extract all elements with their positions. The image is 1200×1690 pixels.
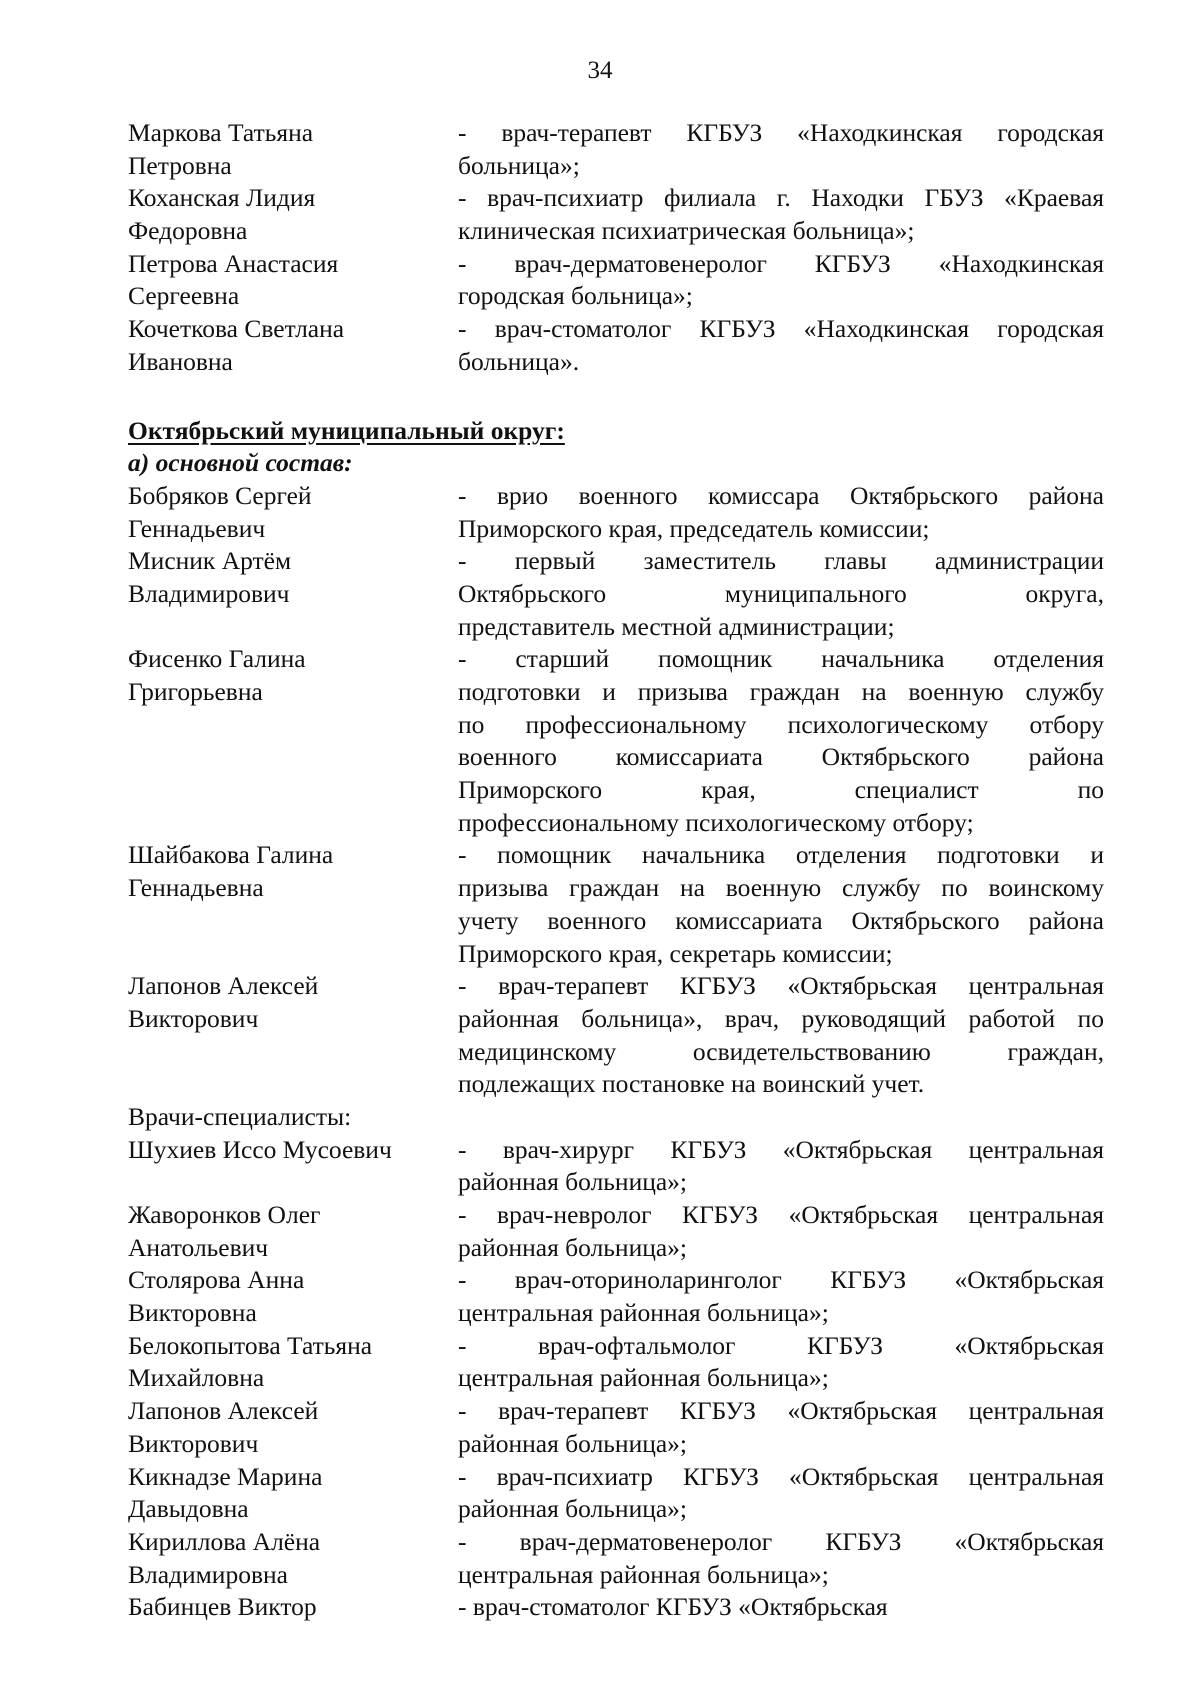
member-position: - старший помощник начальника отделения	[458, 644, 1104, 674]
member-position: районная больница»;	[458, 1428, 688, 1458]
entry-line	[128, 1559, 1104, 1592]
entry-line	[128, 970, 1104, 1003]
entry-line	[128, 513, 1104, 546]
member-position: - врач-офтальмолог КГБУЗ «Октябрьская	[458, 1330, 1104, 1360]
member-name: Белокопытова Татьяна	[128, 1330, 373, 1360]
member-entry	[128, 839, 1104, 970]
member-position: - врач-дерматовенеролог КГБУЗ «Октябрьская	[458, 1526, 1104, 1556]
entry-line	[128, 578, 1104, 611]
entry-line	[128, 480, 1104, 513]
member-name: Федоровна	[128, 216, 248, 246]
member-position: - врач-невролог КГБУЗ «Октябрьская центральная	[458, 1200, 1104, 1229]
entry-line	[128, 1036, 1104, 1069]
member-position: профессиональному психологическому отбору;	[458, 807, 974, 837]
member-name: Анатольевич	[128, 1232, 269, 1262]
entry-line	[128, 1395, 1104, 1428]
entry-line	[128, 1297, 1104, 1330]
member-entry	[128, 313, 1104, 378]
entry-line	[128, 709, 1104, 742]
entry-line	[128, 1068, 1104, 1101]
member-name: Владимирович	[128, 578, 290, 608]
page-number: 34	[587, 57, 613, 84]
entry-line	[128, 215, 1104, 248]
entry-line	[128, 313, 1104, 346]
member-position: - врач-психиатр филиала г. Находки ГБУЗ «Краевая	[458, 183, 1104, 213]
member-name: Лапонов Алексей	[128, 971, 319, 1001]
entry-line	[128, 1199, 1104, 1232]
member-entry	[128, 117, 1104, 182]
member-position: учету военного комиссариата Октябрьского района	[458, 905, 1104, 935]
member-name: Викторовна	[128, 1298, 257, 1328]
member-position: призыва граждан на военную службу по воинскому	[458, 873, 1104, 903]
entry-line	[128, 545, 1104, 578]
member-position: - врач-оториноларинголог КГБУЗ «Октябрьская	[458, 1265, 1104, 1295]
entry-line	[128, 280, 1104, 313]
member-position: - врач-дерматовенеролог КГБУЗ «Находкинская	[458, 248, 1104, 278]
entry-line	[128, 905, 1104, 938]
member-position: центральная районная больница»;	[458, 1298, 829, 1328]
member-position: - врач-терапевт КГБУЗ «Октябрьская центральная	[458, 1396, 1104, 1426]
entry-line	[128, 346, 1104, 379]
member-position: - врач-терапевт КГБУЗ «Октябрьская центральная	[458, 971, 1104, 1001]
entry-line	[128, 1264, 1104, 1297]
entry-line	[128, 774, 1104, 807]
member-position: - первый заместитель главы администрации	[458, 546, 1104, 576]
member-entry	[128, 1264, 1104, 1329]
entry-line	[128, 643, 1104, 676]
entry-line	[128, 117, 1104, 150]
member-name: Жаворонков Олег	[128, 1200, 321, 1229]
member-name: Маркова Татьяна	[128, 118, 314, 147]
member-position: - врио военного комиссара Октябрьского района	[458, 480, 1104, 510]
member-entry	[128, 182, 1104, 247]
member-position: подлежащих постановке на воинский учет.	[458, 1069, 925, 1099]
entry-line	[128, 1526, 1104, 1559]
member-entry	[128, 248, 1104, 313]
member-position: районная больница»;	[458, 1167, 688, 1197]
entry-line	[128, 1166, 1104, 1199]
entry-line	[128, 807, 1104, 840]
member-name: Викторович	[128, 1428, 259, 1458]
member-position: центральная районная больница»;	[458, 1363, 829, 1393]
member-position: Приморского края, секретарь комиссии;	[458, 938, 893, 968]
member-position: - врач-стоматолог КГБУЗ «Находкинская городская	[458, 314, 1104, 344]
member-position: Приморского края, председатель комиссии;	[458, 513, 930, 543]
member-name: Давыдовна	[128, 1494, 249, 1524]
member-position: - врач-стоматолог КГБУЗ «Октябрьская	[458, 1592, 888, 1622]
entry-line	[128, 839, 1104, 872]
entry-line	[128, 1428, 1104, 1461]
member-name: Петрова Анастасия	[128, 248, 339, 278]
member-entry	[128, 970, 1104, 1101]
member-name: Фисенко Галина	[128, 644, 306, 674]
entry-line	[128, 872, 1104, 905]
member-name: Коханская Лидия	[128, 183, 316, 213]
member-position: по профессиональному психологическому отбору	[458, 709, 1104, 739]
entry-line	[128, 1362, 1104, 1395]
member-position: больница».	[458, 346, 580, 376]
member-name: Сергеевна	[128, 281, 240, 311]
member-position: центральная районная больница»;	[458, 1559, 829, 1589]
entry-line	[128, 182, 1104, 215]
member-name: Шайбакова Галина	[128, 840, 334, 870]
member-name: Геннадьевич	[128, 513, 266, 543]
member-position: Октябрьского муниципального округа,	[458, 578, 1104, 608]
member-entry	[128, 1330, 1104, 1395]
entry-line	[128, 1134, 1104, 1167]
member-entry	[128, 545, 1104, 643]
entry-line	[128, 1591, 1104, 1624]
entry-line	[128, 248, 1104, 281]
member-name: Кочеткова Светлана	[128, 314, 345, 344]
member-entry	[128, 1395, 1104, 1460]
member-position: районная больница», врач, руководящий работой по	[458, 1003, 1104, 1033]
entry-line	[128, 1461, 1104, 1494]
member-name: Столярова Анна	[128, 1265, 305, 1295]
member-name: Бабинцев Виктор	[128, 1592, 317, 1622]
member-name: Лапонов Алексей	[128, 1396, 319, 1426]
member-name: Кириллова Алёна	[128, 1526, 321, 1556]
section-heading: Октябрьский муниципальный округ:	[128, 415, 565, 445]
member-name: Михайловна	[128, 1363, 265, 1393]
entry-line	[128, 1232, 1104, 1265]
member-name: Петровна	[128, 150, 232, 180]
entry-line	[128, 150, 1104, 183]
member-name: Мисник Артём	[128, 546, 292, 576]
member-entry	[128, 1591, 1104, 1624]
entry-line	[128, 1003, 1104, 1036]
entry-line	[128, 611, 1104, 644]
member-position: - врач-терапевт КГБУЗ «Находкинская городская	[458, 118, 1104, 147]
member-entry	[128, 1526, 1104, 1591]
member-entry	[128, 1461, 1104, 1526]
member-entry	[128, 1199, 1104, 1264]
entry-line	[128, 1330, 1104, 1363]
member-position: городская больница»;	[458, 281, 693, 311]
group-label: Врачи-специалисты:	[128, 1101, 352, 1131]
member-position: районная больница»;	[458, 1494, 688, 1524]
member-position: - помощник начальника отделения подготовки и	[458, 840, 1104, 870]
member-name: Григорьевна	[128, 677, 263, 706]
member-position: больница»;	[458, 150, 580, 180]
member-position: клиническая психиатрическая больница»;	[458, 216, 915, 246]
member-name: Ивановна	[128, 346, 233, 376]
entry-line	[128, 938, 1104, 971]
entry-line	[128, 741, 1104, 774]
member-position: - врач-психиатр КГБУЗ «Октябрьская центральная	[458, 1461, 1104, 1491]
member-position: военного комиссариата Октябрьского района	[458, 742, 1104, 772]
member-entry	[128, 1134, 1104, 1199]
member-name: Викторович	[128, 1003, 259, 1033]
member-position: медицинскому освидетельствованию граждан,	[458, 1036, 1104, 1066]
member-entry	[128, 480, 1104, 545]
section-subheading: а) основной состав:	[128, 448, 353, 478]
member-position: представитель местной администрации;	[458, 611, 895, 641]
member-name: Шухиев Иссо Мусоевич	[128, 1134, 392, 1164]
member-position: подготовки и призыва граждан на военную службу	[458, 677, 1104, 706]
member-position: районная больница»;	[458, 1232, 688, 1262]
member-position: - врач-хирург КГБУЗ «Октябрьская центральная	[458, 1134, 1104, 1164]
member-name: Геннадьевна	[128, 873, 264, 903]
document-body	[128, 117, 1104, 1624]
section-gap	[128, 379, 1104, 415]
member-position: Приморского края, специалист по	[458, 775, 1104, 805]
member-name: Бобряков Сергей	[128, 480, 312, 510]
member-name: Владимировна	[128, 1559, 288, 1589]
member-name: Кикнадзе Марина	[128, 1461, 323, 1491]
entry-line	[128, 676, 1104, 709]
entry-line	[128, 1493, 1104, 1526]
member-entry	[128, 643, 1104, 839]
